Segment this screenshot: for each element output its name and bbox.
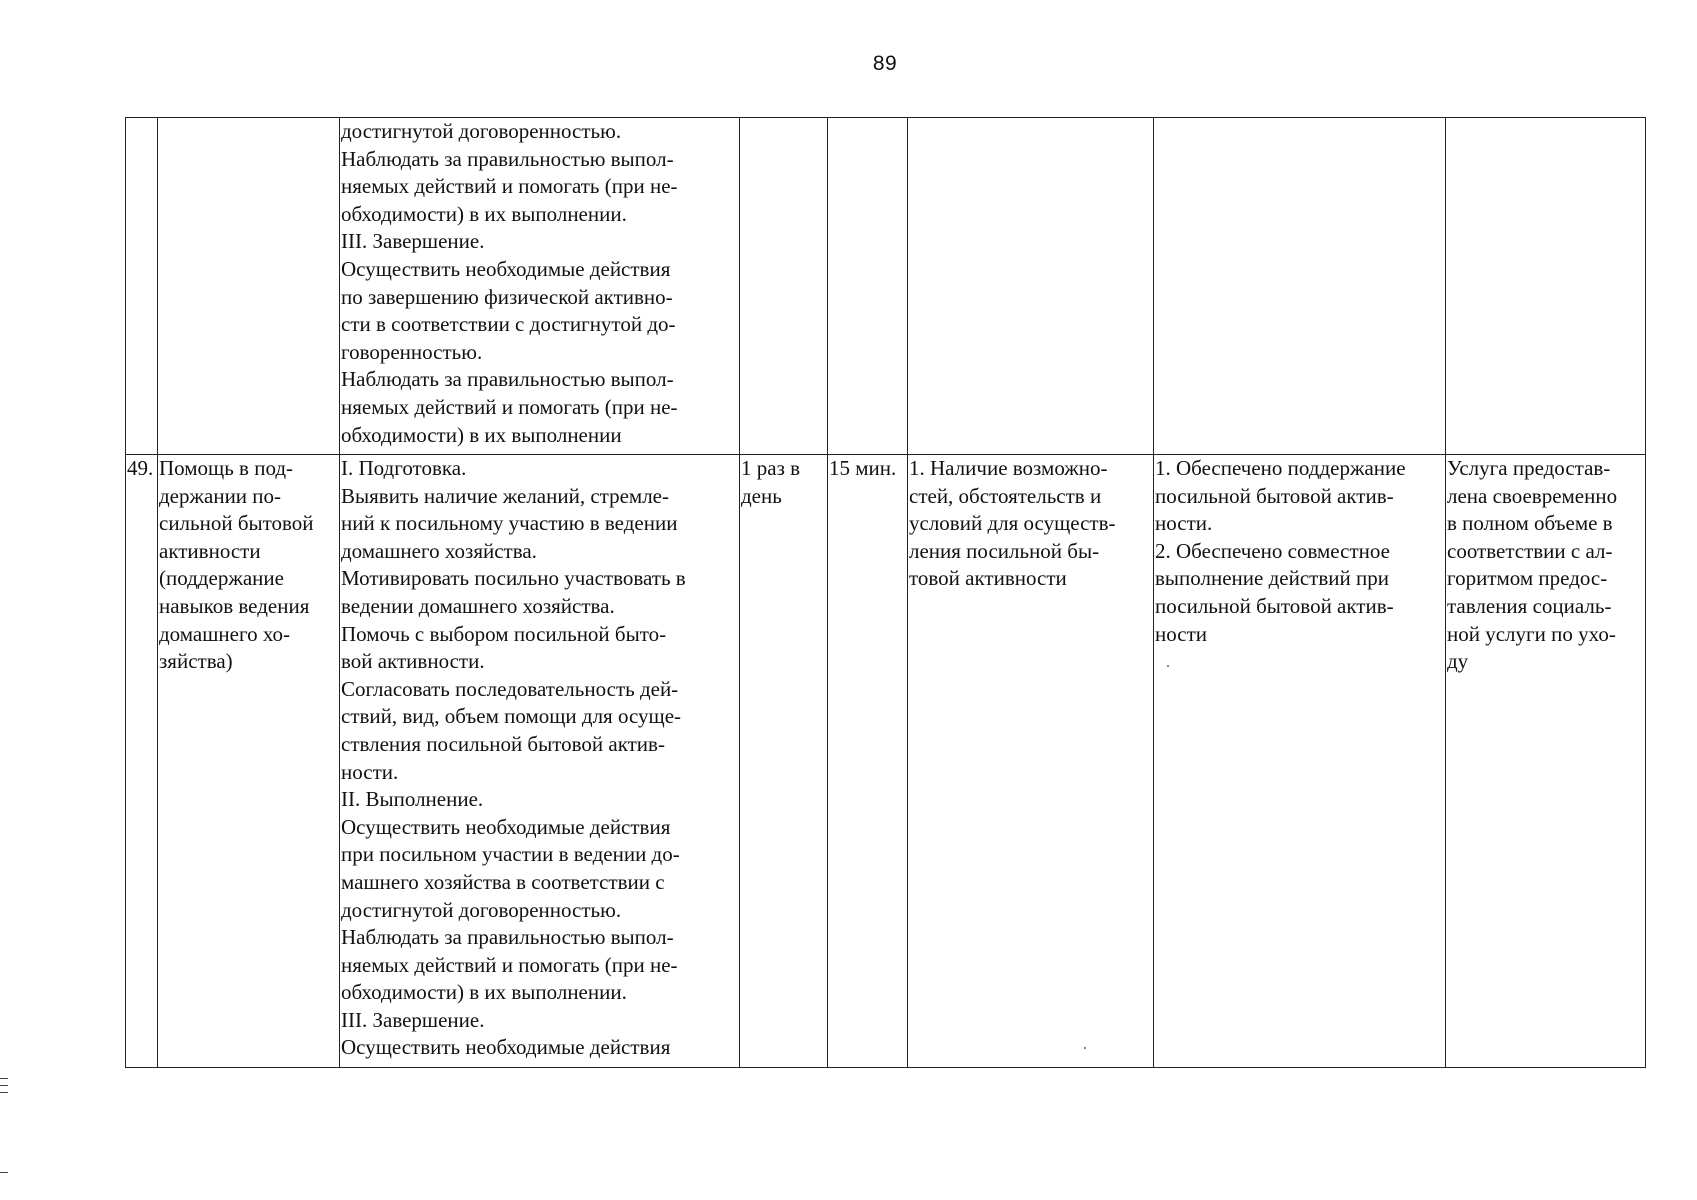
text-line: ной услуги по ухо- [1447,621,1616,646]
text-line: 15 мин. [829,456,897,480]
cell-duration [828,118,908,455]
cell-results [1154,455,1446,1068]
margin-mark [0,1092,8,1093]
text-line: лена своевременно [1447,483,1618,508]
text-line: ведении домашнего хозяйства. [341,593,615,618]
cell-results [1154,118,1446,455]
cell-evaluation [1446,118,1646,455]
text-line: выполнение действий при [1155,566,1389,591]
text-line: домашнего хозяйства. [341,538,537,563]
text-line: при посильном участии в ведении до- [341,842,680,867]
text-line: горитмом предос- [1447,566,1608,591]
text-line: тавления социаль- [1447,593,1612,618]
text-line: сильной бытовой [159,511,314,536]
table-row-49 [126,455,1646,1068]
text-line: навыков ведения [159,593,310,618]
text-line: Наблюдать за правильностью выпол- [341,925,674,950]
text-line: зяйства) [159,649,233,674]
margin-mark [0,1078,8,1079]
text-line: ствий, вид, объем помощи для осуще- [341,704,682,729]
page-number: 89 [872,52,898,75]
text-line: III. Завершение. [341,1007,485,1032]
text-line: активности [159,538,261,563]
cell-conditions [908,118,1154,455]
text-line: обходимости) в их выполнении. [341,201,627,226]
cell-frequency [740,118,828,455]
text-line: I. Подготовка. [341,456,467,480]
text-line: ности [1155,621,1207,646]
service-table [125,117,1646,1068]
text-line: вой активности. [341,649,485,674]
text-line: достигнутой договоренностью. [341,897,622,922]
text-line: машнего хозяйства в соответствии с [341,869,665,894]
cell-service-name [158,455,340,1068]
text-line: обходимости) в их выполнении [341,422,622,447]
text-line: ду [1447,649,1469,674]
text-line: ности. [1155,511,1213,536]
scan-speck [1084,1047,1086,1049]
text-line: 1 раз в [741,456,801,480]
text-line: по завершению физической активно- [341,284,673,309]
text-line: няемых действий и помогать (при не- [341,394,678,419]
text-line: условий для осуществ- [909,511,1116,536]
cell-frequency [740,455,828,1068]
text-line: II. Выполнение. [341,787,484,812]
text-line: ности. [341,759,399,784]
table-row-continuation [126,118,1646,455]
text-line: домашнего хо- [159,621,291,646]
cell-conditions [908,455,1154,1068]
text-line: Помощь в под- [159,456,294,480]
margin-mark [0,1172,8,1173]
scan-speck [1167,665,1169,667]
text-line: III. Завершение. [341,229,485,254]
text-line: Осуществить необходимые действия [341,256,671,281]
text-line: (поддержание [159,566,284,591]
cell-description [340,118,740,455]
text-line: Согласовать последовательность дей- [341,676,679,701]
text-line: 1. Наличие возможно- [909,456,1108,480]
text-line: Помочь с выбором посильной быто- [341,621,667,646]
margin-mark [0,1085,8,1086]
text-line: обходимости) в их выполнении. [341,980,627,1005]
text-line: 1. Обеспечено поддержание [1155,456,1406,480]
text-line: 2. Обеспечено совместное [1155,538,1390,563]
text-line: сти в соответствии с достигнутой до- [341,312,676,337]
cell-description [340,455,740,1068]
text-line: няемых действий и помогать (при не- [341,174,678,199]
text-line: Наблюдать за правильностью выпол- [341,146,674,171]
cell-service-name [158,118,340,455]
text-line: стей, обстоятельств и [909,483,1102,508]
text-line: держании по- [159,483,282,508]
text-line: день [741,483,782,508]
cell-duration [828,455,908,1068]
text-line: Выявить наличие желаний, стремле- [341,483,669,508]
text-line: ствления посильной бытовой актив- [341,731,665,756]
text-line: Мотивировать посильно участвовать в [341,566,686,591]
text-line: посильной бытовой актив- [1155,593,1394,618]
cell-evaluation [1446,455,1646,1068]
text-line: Осуществить необходимые действия [341,1035,671,1060]
text-line: говоренностью. [341,339,483,364]
text-line: соответствии с ал- [1447,538,1613,563]
text-line: Услуга предостав- [1447,456,1611,480]
text-line: в полном объеме в [1447,511,1613,536]
text-line: посильной бытовой актив- [1155,483,1394,508]
text-line: Осуществить необходимые действия [341,814,671,839]
cell-number: 49. [126,455,158,1068]
text-line: Наблюдать за правильностью выпол- [341,367,674,392]
text-line: ления посильной бы- [909,538,1100,563]
text-line: достигнутой договоренностью. [341,119,622,143]
cell-number [126,118,158,455]
text-line: няемых действий и помогать (при не- [341,952,678,977]
text-line: ний к посильному участию в ведении [341,511,678,536]
text-line: товой активности [909,566,1067,591]
